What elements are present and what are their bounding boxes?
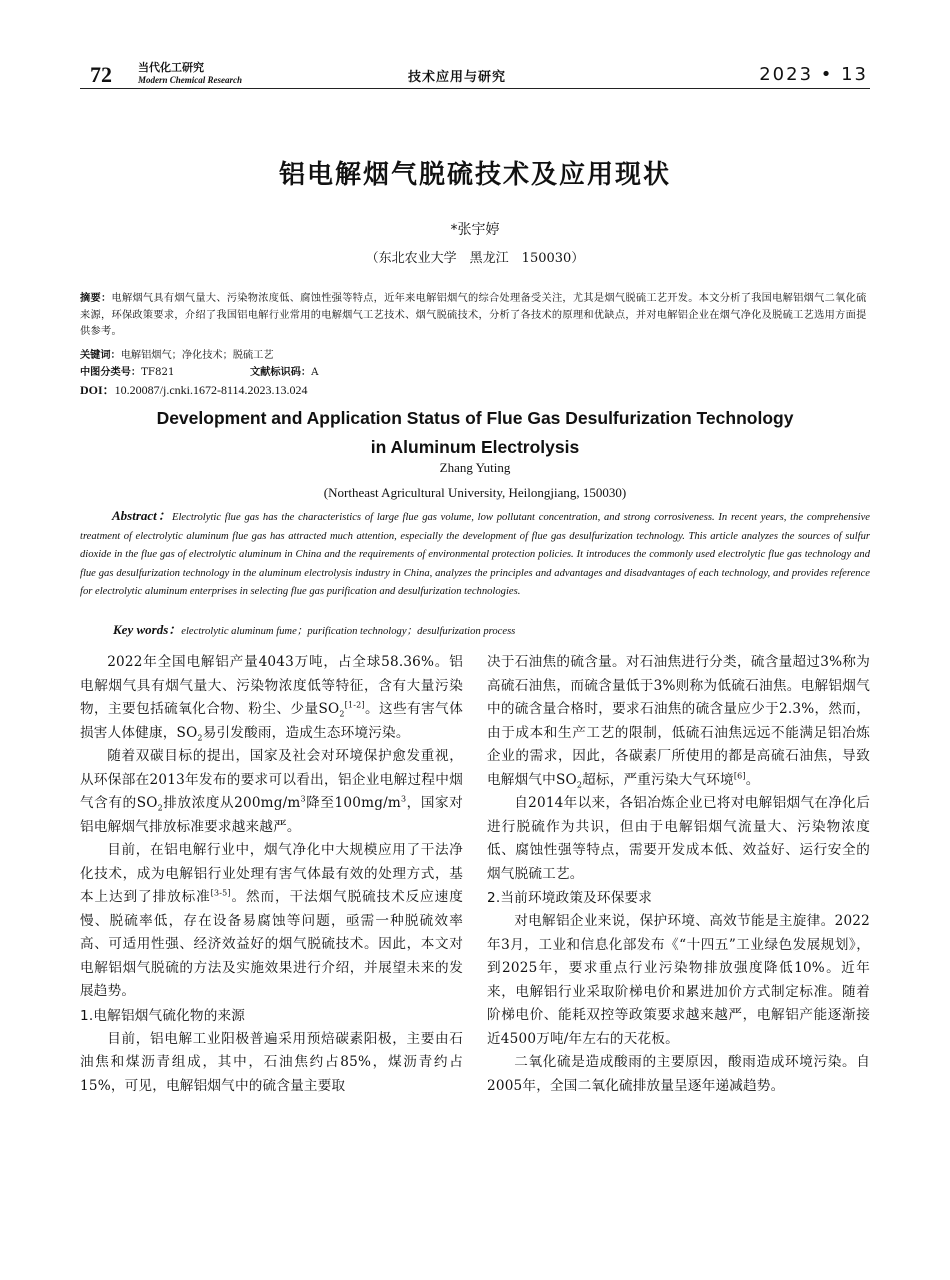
doi-label: DOI： xyxy=(80,383,115,397)
abstract-en xyxy=(80,507,870,602)
paragraph-4: 目前，铝电解工业阳极普遍采用预焙碳素阳极，主要由石油焦和煤沥青组成，其中，石油焦约占85%，煤沥青约占15%，可见，电解铝烟气中的硫含量主要取 xyxy=(80,1030,463,1094)
paragraph-3 xyxy=(80,839,463,1004)
clc-label: 中图分类号： xyxy=(80,367,142,378)
p3-text-a: 目前，在铝电解行业中，烟气净化中大规模应用了干法净化技术，成为电解铝行业处理有害气体最有效的处理方式，基本上达到了排放标准 xyxy=(80,842,463,905)
title-en xyxy=(0,404,950,462)
section-heading-2: 2.当前环境政策及环保要求 xyxy=(487,890,653,906)
paragraph-1 xyxy=(80,651,463,745)
p1-citation: [1-2] xyxy=(344,700,365,710)
doi xyxy=(80,381,308,398)
title-en-line1: Development and Application Status of Flue Gas Desulfurization Technology xyxy=(156,408,794,428)
author-en: Zhang Yuting xyxy=(439,460,511,475)
journal-name-cn: 当代化工研究 xyxy=(138,61,204,74)
p1-subscript-2: 2 xyxy=(197,733,203,743)
year-issue: 2023 • 13 xyxy=(759,64,868,85)
classification xyxy=(80,363,319,378)
p2-superscript-1: 3 xyxy=(300,794,306,804)
keywords-cn-label: 关键词： xyxy=(80,350,121,361)
keywords-en-text: electrolytic aluminum fume；purification technology；desulfurization process xyxy=(181,626,516,637)
p1-text-c: 易引发酸雨，造成生态环境污染。 xyxy=(202,724,410,741)
clc-value: TF821 xyxy=(141,367,175,378)
abstract-en-label: Abstract： xyxy=(112,508,173,523)
abstract-cn xyxy=(80,291,870,341)
author-cn: *张宇婷 xyxy=(450,222,500,238)
keywords-cn-text: 电解铝烟气；净化技术；脱硫工艺 xyxy=(120,350,274,361)
keywords-cn xyxy=(80,346,274,361)
p5-citation: [6] xyxy=(733,770,746,780)
doi-value: 10.20087/j.cnki.1672-8114.2023.13.024 xyxy=(114,383,308,397)
affiliation-cn: （东北农业大学 黑龙江 150030） xyxy=(365,251,585,266)
journal-name xyxy=(138,61,242,87)
paragraph-2 xyxy=(80,745,463,839)
p2-superscript-2: 3 xyxy=(400,794,407,804)
body-column-right xyxy=(487,651,870,1098)
p3-text-b: 。然而，干法烟气脱硫技术反应速度慢、脱硫率低，存在设备易腐蚀等问题，亟需一种脱硫效率高、可适用性强、经济效益好的烟气脱硫技术。因此，本文对电解铝烟气脱硫的方法及实施效果进行介绍，并展望未来的发展趋势。 xyxy=(80,889,463,999)
paragraph-5 xyxy=(487,651,870,792)
paragraph-6: 自2014年以来，各铝冶炼企业已将对电解铝烟气在净化后进行脱硫作为共识，但由于电解铝烟气流量大、污染物浓度低、腐蚀性强等特点，需要开发成本低、效益好、运行安全的烟气脱硫工艺。 xyxy=(487,795,870,882)
p2-subscript: 2 xyxy=(157,803,163,813)
doc-value: A xyxy=(311,367,319,378)
p5-subscript: 2 xyxy=(576,780,583,790)
doc-label: 文献标识码： xyxy=(250,367,312,378)
title-en-line2: in Aluminum Electrolysis xyxy=(370,437,580,457)
p2-text-c: 降至100mg/m xyxy=(305,795,401,811)
p1-text-b: 。这些有害气体损害人体健康，SO xyxy=(80,701,463,741)
p1-subscript: 2 xyxy=(339,709,345,719)
abstract-cn-text: 电解烟气具有烟气量大、污染物浓度低、腐蚀性强等特点，近年来电解铝烟气的综合处理备受关注，尤其是烟气脱硫工艺开发。本文分析了我国电解铝烟气二氧化硫来源，环保政策要求，介绍了我国铝电解行业常用的电解烟气工艺技术、烟气脱硫技术，分析了各技术的原理和优缺点，并对电解铝企业在烟气净化及脱硫工艺选用方面提供参考。 xyxy=(80,293,867,337)
paragraph-7: 对电解铝企业来说，保护环境、高效节能是主旋律。2022年3月，工业和信息化部发布《“十四五”工业绿色发展规划》，到2025年，要求重点行业污染物排放强度降低10%。近年来，电解铝行业采取阶梯电价和累进加价方式制定标准。随着阶梯电价、能耗双控等政策要求越来越严，电解铝产能逐渐接近4500万吨/年左右的天花板。 xyxy=(487,913,870,1047)
p2-text-b: 排放浓度从200mg/m xyxy=(162,795,301,811)
p5-text-a: 决于石油焦的硫含量。对石油焦进行分类，硫含量超过3%称为高硫石油焦，而硫含量低于3%则称为低硫石油焦。电解铝烟气中的硫含量合格时，要求石油焦的硫含量应少于2.3%，然而，由于成本和生产工艺的限制，低硫石油焦远远不能满足铝冶炼企业的需求，因此，各碳素厂所使用的都是高硫石油焦，导致电解烟气中SO xyxy=(487,654,870,788)
title-cn: 铝电解烟气脱硫技术及应用现状 xyxy=(278,160,671,190)
section-heading-1: 1.电解铝烟气硫化物的来源 xyxy=(80,1007,246,1024)
keywords-en-label: Key words： xyxy=(113,622,182,637)
paragraph-8: 二氧化硫是造成酸雨的主要原因，酸雨造成环境污染。自2005年，全国二氧化硫排放量呈逐年递减趋势。 xyxy=(487,1054,870,1094)
doc-code xyxy=(250,363,318,378)
journal-name-en: Modern Chemical Research xyxy=(138,75,243,85)
p3-citation: [3-5] xyxy=(210,888,231,898)
p5-text-b: 超标，严重污染大气环境 xyxy=(582,771,734,788)
abstract-en-text: Electrolytic flue gas has the characteristics of large flue gas volume, low pollutant concentration, and strong corrosiveness. In recent years, the comprehensive treatment of electrolytic aluminum flue gas has attracted much attention, especially the development of flue gas desulfurization technology. This article analyzes the sources of sulfur dioxide in the flue gas of electrolytic aluminum in China and the requirements of environmental protection policies. It introduces the commonly used electrolytic flue gas technology and flue gas desulfurization technology in the aluminum electrolysis industry in China, analyzes the principles and advantages and disadvantages of each technology, and provides reference for electrolytic aluminum enterprises in selecting flue gas purification and desulfurization technologies. xyxy=(80,512,870,597)
p1-text-a: 2022年全国电解铝产量4043万吨，占全球58.36%。铝电解烟气具有烟气量大、污染物浓度低等特征，含有大量污染物，主要包括硫氧化合物、粉尘、少量SO xyxy=(80,654,463,717)
p2-text-d: ，国家对铝电解烟气排放标准要求越来越严。 xyxy=(80,795,463,835)
section-name: 技术应用与研究 xyxy=(408,70,507,85)
page-number: 72 xyxy=(90,62,112,87)
running-header xyxy=(80,60,870,89)
p2-text-a: 随着双碳目标的提出，国家及社会对环境保护愈发重视，从环保部在2013年发布的要求可以看出，铝企业电解过程中烟气含有的SO xyxy=(80,748,463,811)
affiliation-en: (Northeast Agricultural University, Heilongjiang, 150030) xyxy=(323,485,627,500)
keywords-en xyxy=(113,619,515,638)
p5-text-c: 。 xyxy=(745,771,760,788)
body-column-left xyxy=(80,651,463,1098)
abstract-cn-label: 摘要： xyxy=(80,293,112,304)
